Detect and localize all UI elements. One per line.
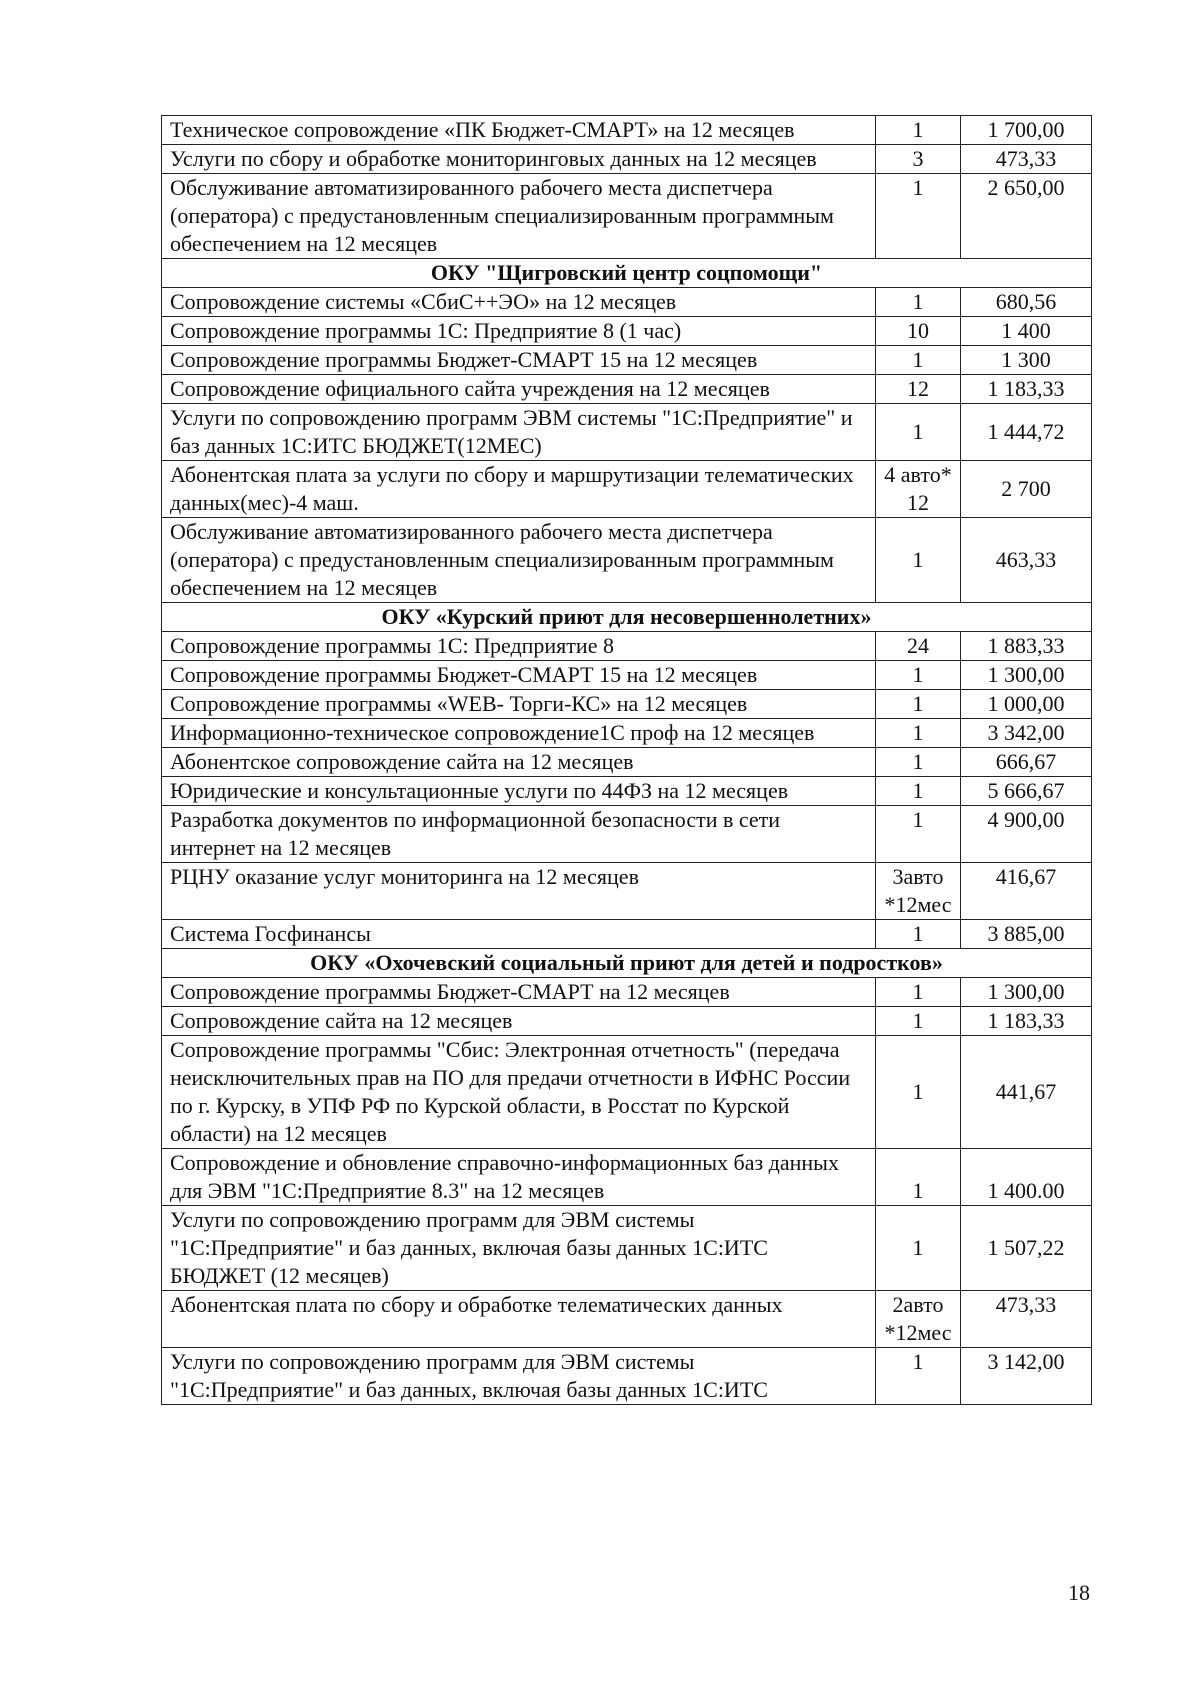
- table-row: [162, 116, 1092, 145]
- table-row: [162, 748, 1092, 777]
- table-row: [162, 1291, 1092, 1348]
- service-price: 1 300,00: [961, 978, 1092, 1007]
- table-row: [162, 920, 1092, 949]
- page-number: 18: [1068, 1580, 1090, 1605]
- service-name: Юридические и консультационные услуги по 44ФЗ на 12 месяцев: [162, 777, 876, 806]
- table-row: [162, 978, 1092, 1007]
- service-qty: 1: [876, 288, 961, 317]
- service-name: Абонентская плата за услуги по сбору и маршрутизации телематических данных(мес)-4 маш.: [162, 461, 876, 518]
- service-qty: 1: [876, 1036, 961, 1149]
- service-price: 1 444,72: [961, 404, 1092, 461]
- service-name: Абонентская плата по сбору и обработке телематических данных: [162, 1291, 876, 1348]
- service-price: 1 883,33: [961, 632, 1092, 661]
- service-name: Обслуживание автоматизированного рабочего места диспетчера (оператора) с предустановленным специализированным программным обеспечением на 12 месяцев: [162, 174, 876, 259]
- table-row: [162, 690, 1092, 719]
- services-table: [161, 115, 1092, 1405]
- service-qty: 4 авто* 12: [876, 461, 961, 518]
- table-row: [162, 863, 1092, 920]
- table-row: [162, 1036, 1092, 1149]
- service-qty: 1: [876, 777, 961, 806]
- service-price: 1 000,00: [961, 690, 1092, 719]
- service-price: 473,33: [961, 145, 1092, 174]
- section-header-row: [162, 949, 1092, 978]
- table-row: [162, 1149, 1092, 1206]
- service-price: 3 342,00: [961, 719, 1092, 748]
- service-qty: 1: [876, 806, 961, 863]
- table-row: [162, 461, 1092, 518]
- service-name: Система Госфинансы: [162, 920, 876, 949]
- section-header-row: [162, 603, 1092, 632]
- service-qty: 3авто *12мес: [876, 863, 961, 920]
- table-row: [162, 806, 1092, 863]
- service-name: Сопровождение программы «WEB- Торги-КС» на 12 месяцев: [162, 690, 876, 719]
- table-row: [162, 1206, 1092, 1291]
- service-name: Сопровождение системы «СбиС++ЭО» на 12 месяцев: [162, 288, 876, 317]
- service-qty: 1: [876, 1206, 961, 1291]
- service-price: 1 183,33: [961, 1007, 1092, 1036]
- service-name: Сопровождение сайта на 12 месяцев: [162, 1007, 876, 1036]
- service-name: Абонентское сопровождение сайта на 12 месяцев: [162, 748, 876, 777]
- service-price: 3 142,00: [961, 1348, 1092, 1405]
- service-qty: 1: [876, 920, 961, 949]
- service-price: 1 300: [961, 346, 1092, 375]
- service-qty: 1: [876, 748, 961, 777]
- service-qty: 1: [876, 719, 961, 748]
- service-qty: 12: [876, 375, 961, 404]
- table-row: [162, 777, 1092, 806]
- service-qty: 1: [876, 174, 961, 259]
- service-qty: 1: [876, 978, 961, 1007]
- service-name: Сопровождение программы Бюджет-СМАРТ на 12 месяцев: [162, 978, 876, 1007]
- service-qty: 1: [876, 690, 961, 719]
- service-price: 416,67: [961, 863, 1092, 920]
- service-name: Сопровождение программы "Сбис: Электронная отчетность" (передача неисключительных прав на ПО для предачи отчетности в ИФНС России по г. Курску, в УПФ РФ по Курской области, в Росстат по Курской области) на 12 месяцев: [162, 1036, 876, 1149]
- table-row: [162, 632, 1092, 661]
- service-qty: 24: [876, 632, 961, 661]
- table-row: [162, 375, 1092, 404]
- table-row: [162, 1348, 1092, 1405]
- service-name: Информационно-техническое сопровождение1С проф на 12 месяцев: [162, 719, 876, 748]
- service-price: 441,67: [961, 1036, 1092, 1149]
- table-row: [162, 317, 1092, 346]
- service-qty: 3: [876, 145, 961, 174]
- service-name: Сопровождение программы 1С: Предприятие 8: [162, 632, 876, 661]
- service-qty: 1: [876, 404, 961, 461]
- service-price: 666,67: [961, 748, 1092, 777]
- service-price: 2 650,00: [961, 174, 1092, 259]
- table-row: [162, 174, 1092, 259]
- table-row: [162, 1007, 1092, 1036]
- service-name: Сопровождение программы Бюджет-СМАРТ 15 на 12 месяцев: [162, 661, 876, 690]
- service-price: 4 900,00: [961, 806, 1092, 863]
- service-price: 2 700: [961, 461, 1092, 518]
- service-qty: 1: [876, 518, 961, 603]
- service-name: Сопровождение программы Бюджет-СМАРТ 15 на 12 месяцев: [162, 346, 876, 375]
- table-row: [162, 288, 1092, 317]
- service-qty: 1: [876, 661, 961, 690]
- section-title: ОКУ «Курский приют для несовершеннолетних»: [162, 603, 1092, 632]
- table-row: [162, 145, 1092, 174]
- service-price: 1 507,22: [961, 1206, 1092, 1291]
- table-row: [162, 346, 1092, 375]
- section-header-row: [162, 259, 1092, 288]
- service-name: Техническое сопровождение «ПК Бюджет-СМАРТ» на 12 месяцев: [162, 116, 876, 145]
- table-row: [162, 518, 1092, 603]
- service-qty: 2авто *12мес: [876, 1291, 961, 1348]
- service-qty: 1: [876, 1007, 961, 1036]
- service-qty: 1: [876, 116, 961, 145]
- service-price: 463,33: [961, 518, 1092, 603]
- service-price: 1 300,00: [961, 661, 1092, 690]
- section-title: ОКУ "Щигровский центр соцпомощи": [162, 259, 1092, 288]
- table-row: [162, 661, 1092, 690]
- service-name: Услуги по сопровождению программ для ЭВМ системы "1С:Предприятие" и баз данных, включая базы данных 1С:ИТС: [162, 1348, 876, 1405]
- service-qty: 10: [876, 317, 961, 346]
- service-qty: 1: [876, 346, 961, 375]
- service-name: Сопровождение программы 1С: Предприятие 8 (1 час): [162, 317, 876, 346]
- service-name: Услуги по сопровождению программ для ЭВМ системы "1С:Предприятие" и баз данных, включая базы данных 1С:ИТС БЮДЖЕТ (12 месяцев): [162, 1206, 876, 1291]
- service-price: 473,33: [961, 1291, 1092, 1348]
- service-price: 1 700,00: [961, 116, 1092, 145]
- table-row: [162, 404, 1092, 461]
- service-name: Услуги по сбору и обработке мониторинговых данных на 12 месяцев: [162, 145, 876, 174]
- service-price: 5 666,67: [961, 777, 1092, 806]
- section-title: ОКУ «Охочевский социальный приют для детей и подростков»: [162, 949, 1092, 978]
- service-name: Услуги по сопровождению программ ЭВМ системы "1С:Предприятие" и баз данных 1С:ИТС БЮДЖЕТ(12МЕС): [162, 404, 876, 461]
- service-price: 680,56: [961, 288, 1092, 317]
- service-name: РЦНУ оказание услуг мониторинга на 12 месяцев: [162, 863, 876, 920]
- service-name: Обслуживание автоматизированного рабочего места диспетчера (оператора) с предустановленным специализированным программным обеспечением на 12 месяцев: [162, 518, 876, 603]
- table-row: [162, 719, 1092, 748]
- service-name: Разработка документов по информационной безопасности в сети интернет на 12 месяцев: [162, 806, 876, 863]
- service-price: 3 885,00: [961, 920, 1092, 949]
- service-price: 1 400: [961, 317, 1092, 346]
- service-price: 1 400.00: [961, 1149, 1092, 1206]
- service-qty: 1: [876, 1149, 961, 1206]
- service-qty: 1: [876, 1348, 961, 1405]
- service-price: 1 183,33: [961, 375, 1092, 404]
- service-name: Сопровождение и обновление справочно-информационных баз данных для ЭВМ "1С:Предприятие 8.3" на 12 месяцев: [162, 1149, 876, 1206]
- service-name: Сопровождение официального сайта учреждения на 12 месяцев: [162, 375, 876, 404]
